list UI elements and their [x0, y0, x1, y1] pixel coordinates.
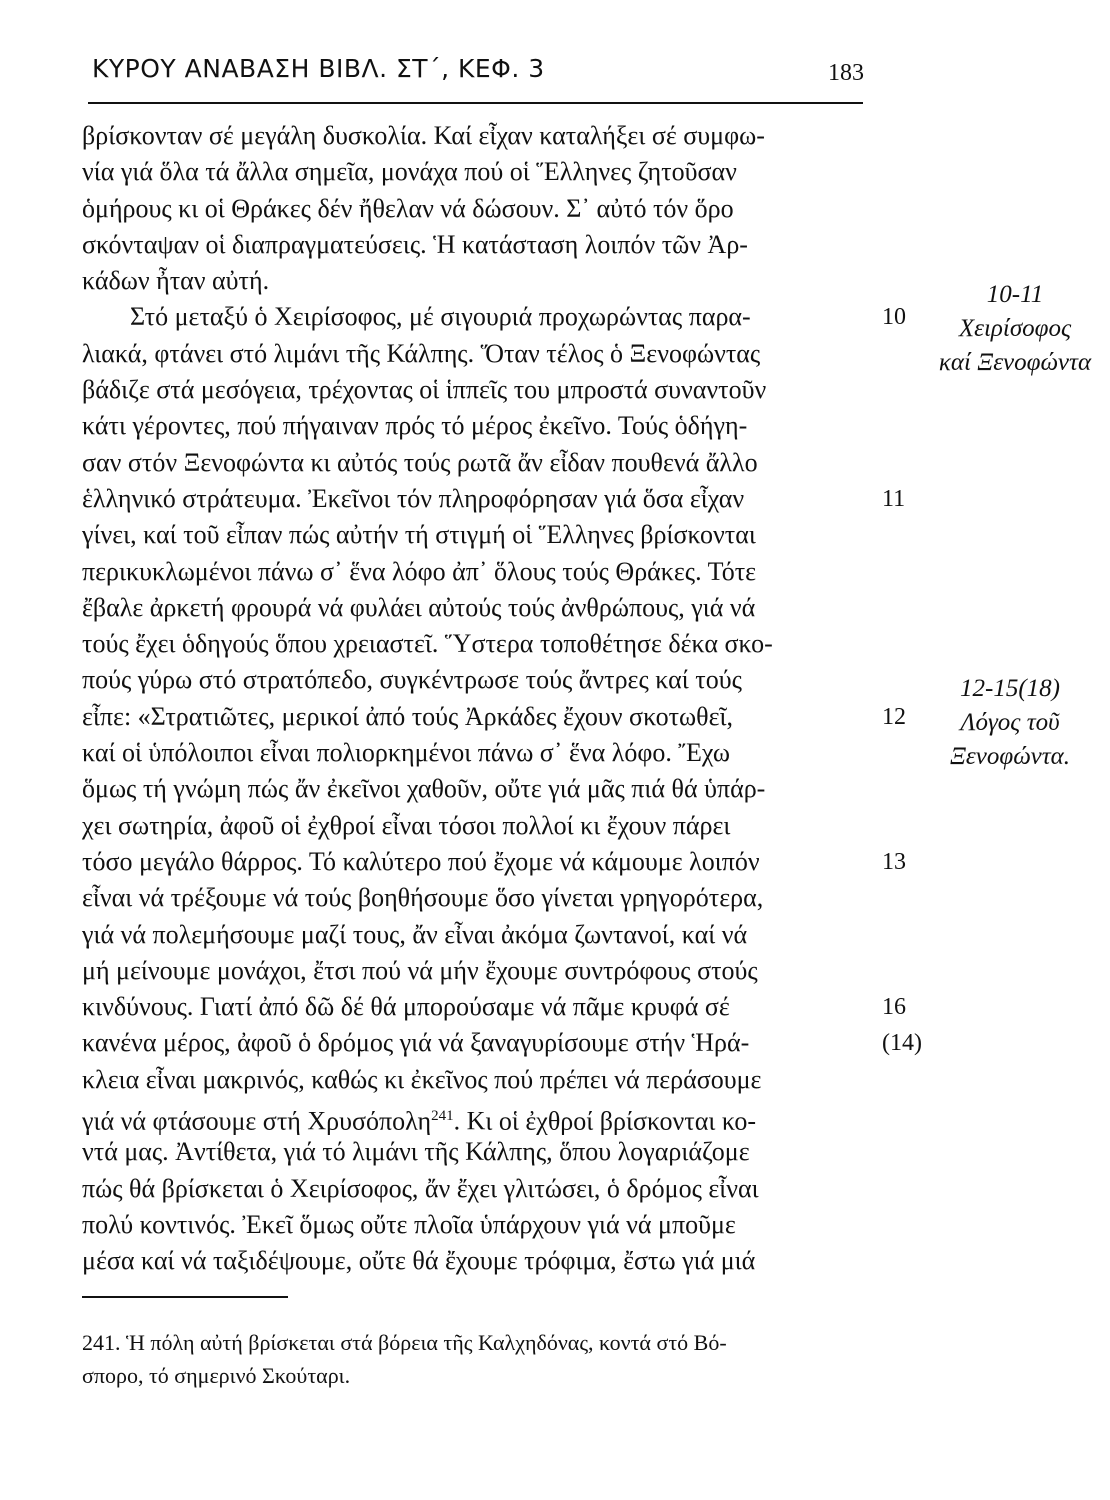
- footnote: [82, 1326, 872, 1392]
- section-number: (14): [882, 1030, 922, 1057]
- text-line: μέσα καί νά ταξιδέψουμε, οὔτε θά ἔχουμε τρόφιμα, ἔστω γιά μιά: [82, 1246, 756, 1276]
- text-line: περικυκλωμένοι πάνω σ᾿ ἕνα λόφο ἀπ᾿ ὅλους τούς Θράκες. Τότε: [82, 556, 757, 586]
- side-note-chirisophos: [920, 278, 1110, 380]
- text-line: σκόνταψαν οἱ διαπραγματεύσεις. Ἡ κατάσταση λοιπόν τῶν Ἀρ-: [82, 229, 748, 259]
- footnote-line: 241. Ἡ πόλη αὐτή βρίσκεται στά βόρεια τῆς Καλχηδόνας, κοντά στό Βό-: [82, 1330, 727, 1355]
- header-rule: [88, 102, 863, 104]
- side-note-range: 10-11: [986, 281, 1044, 308]
- text-line: κανένα μέρος, ἀφοῦ ὁ δρόμος γιά νά ξαναγυρίσουμε στήν Ἡρά- (14): [82, 1025, 872, 1061]
- text-line: χει σωτηρία, ἀφοῦ οἱ ἐχθροί εἶναι τόσοι πολλοί κι ἔχουν πάρει: [82, 810, 731, 840]
- side-note-title: Χειρίσοφος: [958, 315, 1072, 342]
- text-line: ἑλληνικό στράτευμα. Ἐκεῖνοι τόν πληροφόρησαν γιά ὅσα εἶχαν 11: [82, 481, 872, 517]
- page-header: [88, 44, 868, 104]
- text-line: λιακά, φτάνει στό λιμάνι τῆς Κάλπης. Ὅταν τέλος ὁ Ξενοφώντας: [82, 338, 761, 368]
- text-line: Στό μεταξύ ὁ Χειρίσοφος, μέ σιγουριά προχωρώντας παρα- 10: [82, 299, 872, 335]
- side-note-speech: [918, 672, 1102, 774]
- side-note-title: Λόγος τοῦ: [960, 709, 1060, 736]
- main-text: [82, 118, 922, 1280]
- text-line: κινδύνους. Γιατί ἀπό δῶ δέ θά μπορούσαμε νά πᾶμε κρυφά σέ 16: [82, 989, 872, 1025]
- text-line: τόσο μεγάλο θάρρος. Τό καλύτερο πού ἔχομε νά κάμουμε λοιπόν 13: [82, 844, 872, 880]
- section-number: 11: [882, 485, 906, 512]
- text-line: νία γιά ὅλα τά ἄλλα σημεῖα, μονάχα πού οἱ Ἕλληνες ζητοῦσαν: [82, 157, 737, 187]
- side-note-subtitle: Ξενοφώντα.: [949, 743, 1071, 770]
- text-line: σαν στόν Ξενοφώντα κι αὐτός τούς ρωτᾶ ἄν εἶδαν πουθενά ἄλλο: [82, 447, 758, 477]
- text-line: πούς γύρω στό στρατόπεδο, συγκέντρωσε τούς ἄντρες καί τούς: [82, 665, 742, 695]
- section-number: 12: [882, 703, 906, 730]
- text-line: μή μείνουμε μονάχοι, ἔτσι πού νά μήν ἔχουμε συντρόφους στούς: [82, 955, 758, 985]
- text-line: πολύ κοντινός. Ἐκεῖ ὅμως οὔτε πλοῖα ὑπάρχουν γιά νά μποῦμε: [82, 1209, 736, 1239]
- section-number: 10: [882, 304, 906, 331]
- text-line: γίνει, καί τοῦ εἶπαν πώς αὐτήν τή στιγμή οἱ Ἕλληνες βρίσκονται: [82, 520, 756, 550]
- text-line: γιά νά φτάσουμε στή Χρυσόπολη$^{241}$. Κι οἱ ἐχθροί βρίσκονται κο-: [82, 1106, 757, 1136]
- text-line: γιά νά πολεμήσουμε μαζί τους, ἄν εἶναι ἀκόμα ζωντανοί, καί νά: [82, 919, 748, 949]
- text-line: κλεια εἶναι μακρινός, καθώς κι ἐκεῖνος πού πρέπει νά περάσουμε: [82, 1064, 762, 1094]
- text-line: ἔβαλε ἀρκετή φρουρά νά φυλάει αὐτούς τούς ἀνθρώπους, γιά νά: [82, 592, 756, 622]
- text-line: ὁμήρους κι οἱ Θράκες δέν ἤθελαν νά δώσουν. Σ᾿ αὐτό τόν ὅρο: [82, 193, 734, 223]
- side-note-range: 12-15(18): [960, 675, 1060, 702]
- text-line: εἶναι νά τρέξουμε νά τούς βοηθήσουμε ὅσο γίνεται γρηγορότερα,: [82, 883, 764, 913]
- text-line: πώς θά βρίσκεται ὁ Χειρίσοφος, ἄν ἔχει γλιτώσει, ὁ δρόμος εἶναι: [82, 1173, 759, 1203]
- footnote-ref[interactable]: 241: [431, 1108, 454, 1125]
- running-title: ΚΥΡΟΥ ΑΝΑΒΑΣΗ ΒΙΒΛ. ΣΤ΄, ΚΕΦ. 3: [92, 54, 545, 83]
- text-line: καί οἱ ὑπόλοιποι εἶναι πολιορκημένοι πάνω σ᾿ ἕνα λόφο. Ἔχω: [82, 738, 730, 768]
- text-line: βάδιζε στά μεσόγεια, τρέχοντας οἱ ἱππεῖς του μπροστά συναντοῦν: [82, 375, 767, 405]
- text-line: εἶπε: «Στρατιῶτες, μερικοί ἀπό τούς Ἀρκάδες ἔχουν σκοτωθεῖ, 12: [82, 699, 872, 735]
- section-number: 16: [882, 994, 906, 1021]
- footnote-rule: [82, 1296, 288, 1298]
- page-number: 183: [828, 60, 864, 86]
- footnote-line: σπορο, τό σημερινό Σκούταρι.: [82, 1363, 351, 1388]
- text-line: τούς ἔχει ὁδηγούς ὅπου χρειαστεῖ. Ὕστερα τοποθέτησε δέκα σκο-: [82, 629, 773, 659]
- text-line: βρίσκονταν σέ μεγάλη δυσκολία. Καί εἶχαν καταλήξει σέ συμφω-: [82, 121, 765, 150]
- side-note-subtitle: καί Ξενοφώντα: [938, 349, 1092, 376]
- text-line: κάδων ἦταν αὐτή.: [82, 266, 270, 296]
- section-number: 13: [882, 848, 906, 875]
- text-line: ντά μας. Ἀντίθετα, γιά τό λιμάνι τῆς Κάλπης, ὅπου λογαριάζομε: [82, 1137, 750, 1167]
- text-line: ὅμως τή γνώμη πώς ἄν ἐκεῖνοι χαθοῦν, οὔτε γιά μᾶς πιά θά ὑπάρ-: [82, 774, 766, 804]
- text-line: κάτι γέροντες, πού πήγαιναν πρός τό μέρος ἐκεῖνο. Τούς ὁδήγη-: [82, 411, 748, 441]
